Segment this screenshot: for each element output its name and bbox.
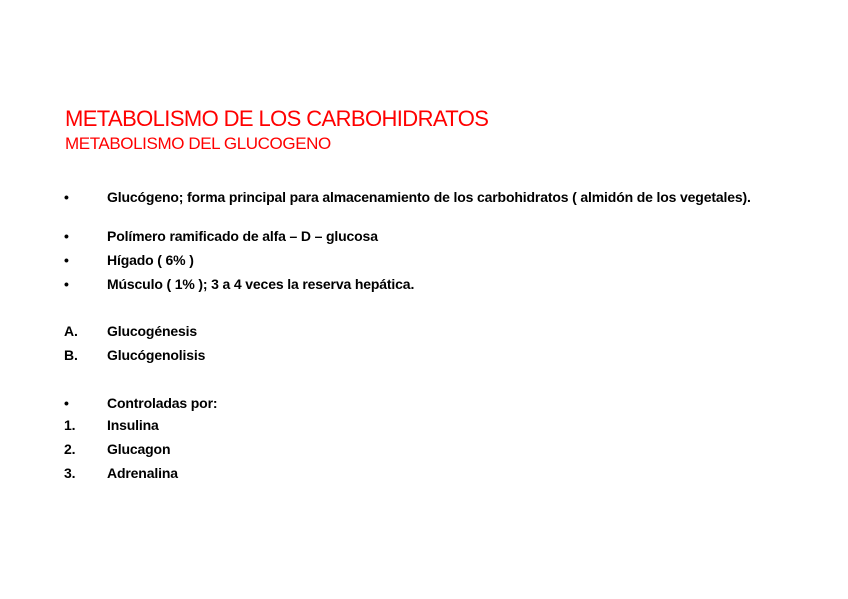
bullet-text: Glucógeno; forma principal para almacenamiento de los carbohidratos ( almidón de los vegetales). xyxy=(107,189,751,205)
bullet-text: Hígado ( 6% ) xyxy=(107,252,194,268)
bullet-text: Músculo ( 1% ); 3 a 4 veces la reserva hepática. xyxy=(107,276,415,292)
controller-text: Glucagon xyxy=(107,441,171,457)
process-marker: B. xyxy=(64,347,78,363)
slide-subtitle: METABOLISMO DEL GLUCOGENO xyxy=(65,134,331,153)
bullet-marker: • xyxy=(64,276,69,292)
bullet-marker: • xyxy=(64,252,69,268)
bullet-marker: • xyxy=(64,395,69,411)
slide-title: METABOLISMO DE LOS CARBOHIDRATOS xyxy=(65,106,489,131)
process-marker: A. xyxy=(64,323,78,339)
controller-marker: 3. xyxy=(64,465,76,481)
process-text: Glucogénesis xyxy=(107,323,198,339)
controller-marker: 1. xyxy=(64,417,76,433)
controller-marker: 2. xyxy=(64,441,76,457)
bullet-marker: • xyxy=(64,228,69,244)
control-text: Controladas por: xyxy=(107,395,218,411)
bullet-marker: • xyxy=(64,189,69,205)
bullet-text: Polímero ramificado de alfa – D – glucosa xyxy=(107,228,378,244)
process-text: Glucógenolisis xyxy=(107,347,206,363)
controller-text: Adrenalina xyxy=(107,465,178,481)
controller-text: Insulina xyxy=(107,417,159,433)
